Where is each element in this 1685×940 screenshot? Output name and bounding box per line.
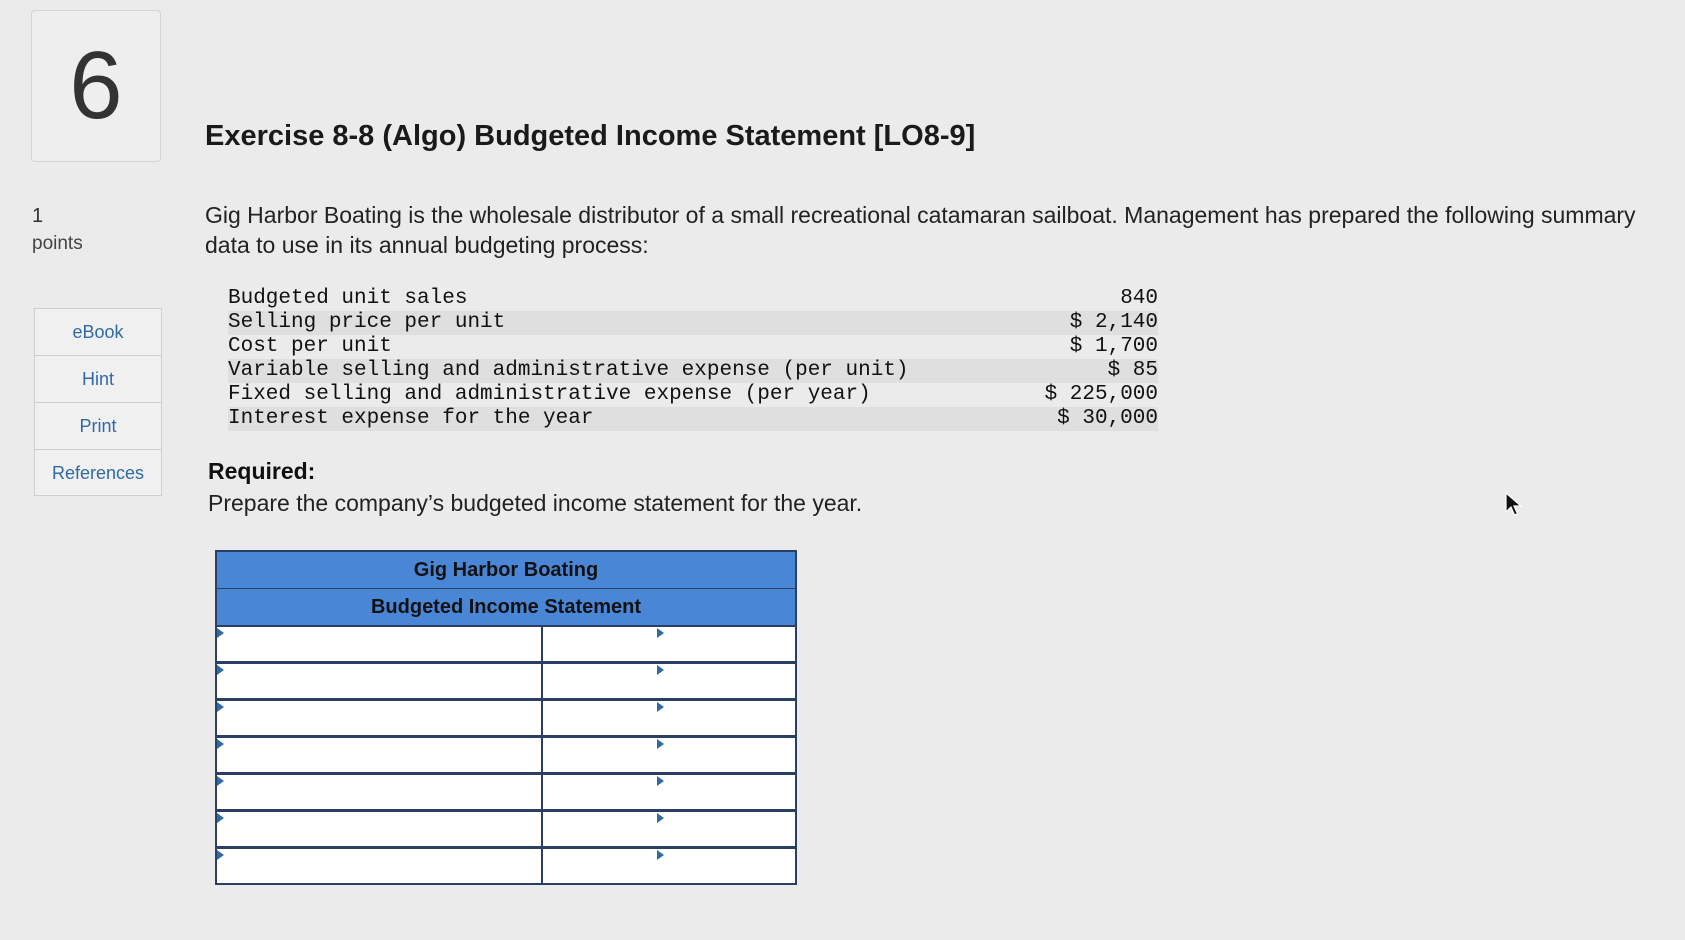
data-row — [228, 407, 1158, 431]
dropdown-marker-icon[interactable] — [217, 813, 224, 823]
data-value: $ 225,000 — [1044, 383, 1158, 406]
dropdown-marker-icon[interactable] — [657, 850, 664, 860]
print-button[interactable]: Print — [34, 402, 162, 449]
line-item-select[interactable] — [217, 627, 543, 661]
exercise-intro: Gig Harbor Boating is the wholesale distributor of a small recreational catamaran sailboat. Management has prepared the following summary data to use in its annual budgeting process: — [205, 202, 1636, 258]
data-value: $ 30,000 — [1025, 407, 1158, 431]
summary-data-table — [228, 287, 1158, 431]
points-value: 1 — [32, 205, 44, 227]
amount-input[interactable] — [543, 627, 795, 661]
line-item-select[interactable] — [217, 701, 543, 735]
income-statement-worksheet — [215, 550, 797, 885]
statement-row — [217, 846, 795, 883]
dropdown-marker-icon[interactable] — [217, 850, 224, 860]
data-label: Cost per unit — [228, 335, 392, 358]
mouse-cursor-icon — [1505, 492, 1523, 518]
required-label: Required: — [208, 458, 316, 484]
data-value: 840 — [1120, 287, 1158, 310]
line-item-select[interactable] — [217, 812, 543, 846]
line-item-select[interactable] — [217, 849, 543, 883]
data-row — [228, 335, 1158, 359]
statement-title: Budgeted Income Statement — [217, 588, 795, 627]
question-number: 6 — [31, 10, 161, 162]
statement-row — [217, 735, 795, 772]
data-value: $ 1,700 — [1069, 335, 1158, 358]
required-text: Prepare the company’s budgeted income statement for the year. — [208, 490, 863, 516]
ebook-button[interactable]: eBook — [34, 308, 162, 355]
line-item-select[interactable] — [217, 664, 543, 698]
amount-input[interactable] — [543, 738, 795, 772]
dropdown-marker-icon[interactable] — [657, 702, 664, 712]
data-label: Budgeted unit sales — [228, 287, 468, 310]
dropdown-marker-icon[interactable] — [217, 776, 224, 786]
data-label: Fixed selling and administrative expense (per year) — [228, 383, 871, 406]
dropdown-marker-icon[interactable] — [657, 739, 664, 749]
dropdown-marker-icon[interactable] — [657, 628, 664, 638]
amount-input[interactable] — [543, 775, 795, 809]
dropdown-marker-icon[interactable] — [217, 702, 224, 712]
data-label: Interest expense for the year — [228, 407, 1025, 431]
statement-rows — [217, 627, 795, 883]
data-label: Variable selling and administrative expense (per unit) — [228, 359, 1025, 383]
references-button[interactable]: References — [34, 449, 162, 496]
points-label: points — [32, 233, 83, 254]
dropdown-marker-icon[interactable] — [217, 628, 224, 638]
sidebar-tools — [34, 308, 162, 496]
dropdown-marker-icon[interactable] — [657, 665, 664, 675]
line-item-select[interactable] — [217, 775, 543, 809]
data-row — [228, 311, 1158, 335]
data-value: $ 85 — [1025, 359, 1158, 383]
dropdown-marker-icon[interactable] — [217, 665, 224, 675]
dropdown-marker-icon[interactable] — [657, 776, 664, 786]
data-row — [228, 383, 1158, 407]
statement-company-name: Gig Harbor Boating — [217, 552, 795, 588]
amount-input[interactable] — [543, 812, 795, 846]
statement-row — [217, 772, 795, 809]
data-row — [228, 287, 1158, 311]
statement-row — [217, 698, 795, 735]
statement-row — [217, 661, 795, 698]
exercise-title: Exercise 8-8 (Algo) Budgeted Income Statement [LO8-9] — [205, 120, 976, 152]
line-item-select[interactable] — [217, 738, 543, 772]
data-row — [228, 359, 1158, 383]
statement-row — [217, 627, 795, 661]
amount-input[interactable] — [543, 849, 795, 883]
statement-row — [217, 809, 795, 846]
hint-button[interactable]: Hint — [34, 355, 162, 402]
dropdown-marker-icon[interactable] — [657, 813, 664, 823]
amount-input[interactable] — [543, 664, 795, 698]
data-value: $ 2,140 — [1025, 311, 1158, 335]
dropdown-marker-icon[interactable] — [217, 739, 224, 749]
data-label: Selling price per unit — [228, 311, 1025, 335]
amount-input[interactable] — [543, 701, 795, 735]
